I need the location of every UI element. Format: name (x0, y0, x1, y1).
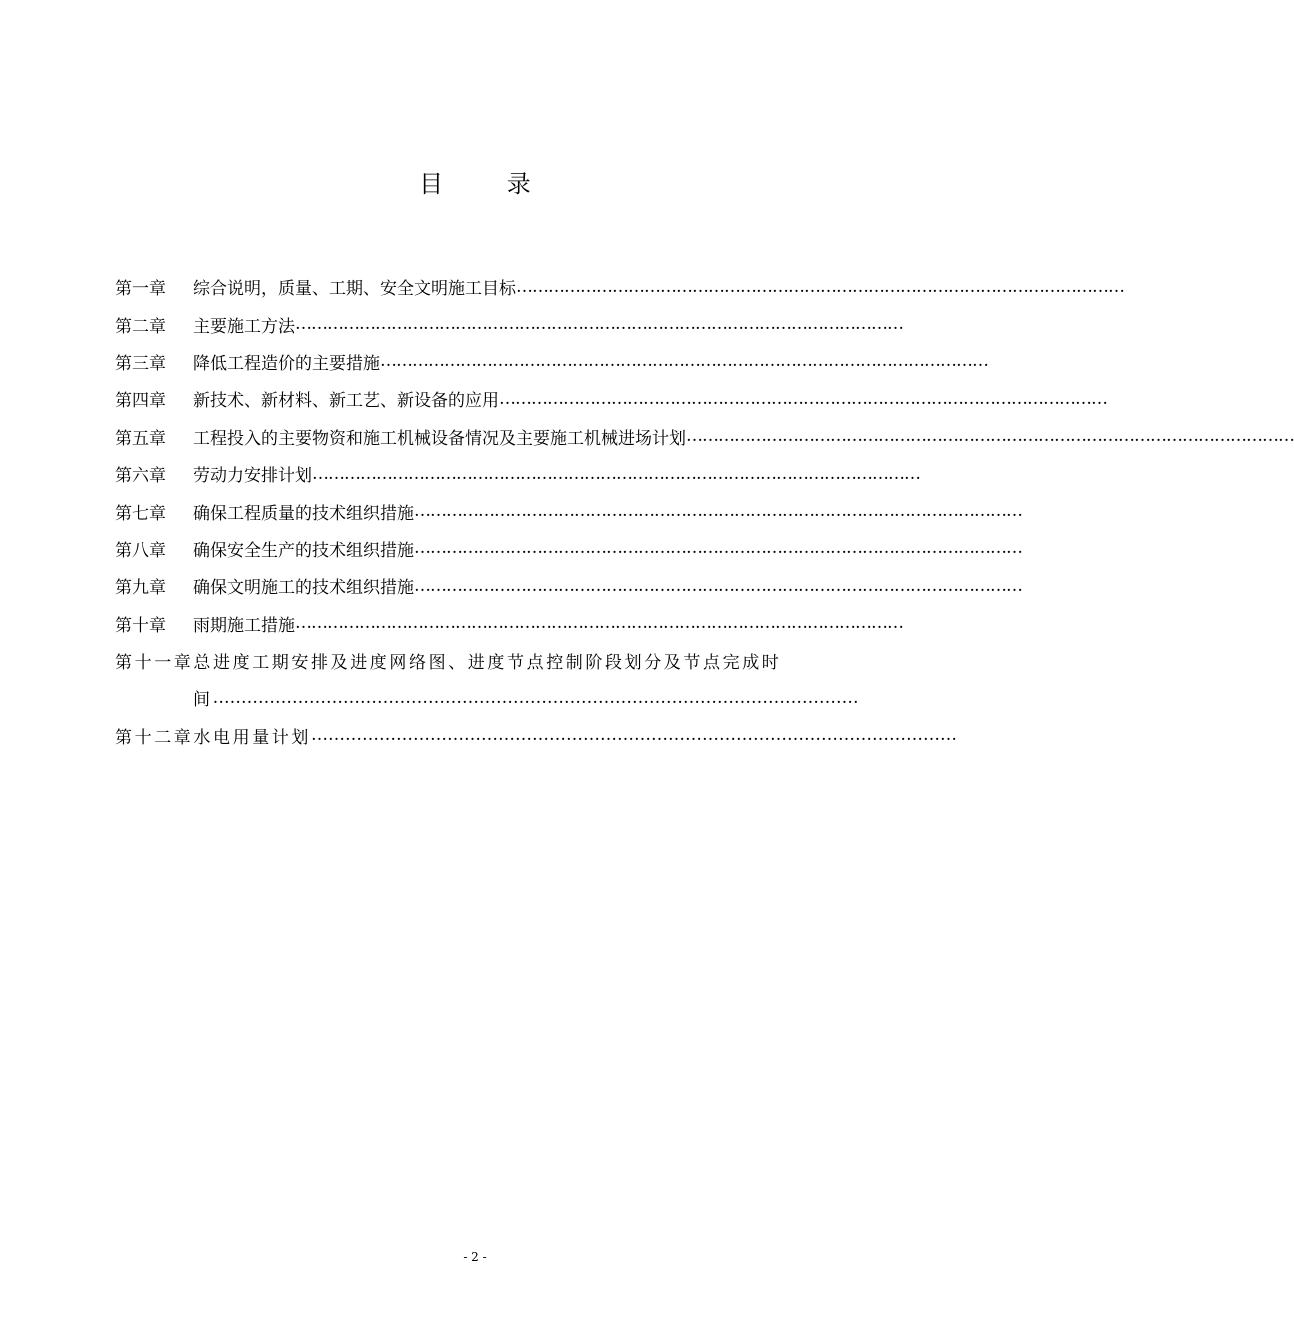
toc-entry-chapter-5[interactable] (115, 418, 1294, 455)
leader-dots: …………………………………………………………………………………………………… (414, 575, 1022, 596)
leader-dots: …………………………………………………………………………………………………… (380, 351, 988, 372)
chapter-title: 雨期施工措施 (193, 615, 295, 636)
toc-entry-chapter-1[interactable] (115, 268, 1124, 305)
toc-entry-chapter-10[interactable] (115, 605, 903, 642)
leader-dots: …………………………………………………………………………………………………… (311, 725, 957, 746)
leader-dots: …………………………………………………………………………………………………… (499, 388, 1107, 409)
toc-entry-chapter-7[interactable] (115, 492, 1022, 529)
chapter-title: 工程投入的主要物资和施工机械设备情况及主要施工机械进场计划 (193, 428, 686, 449)
chapter-number: 第五章 (115, 428, 166, 449)
chapter-title: 新技术、新材料、新工艺、新设备的应用 (193, 391, 499, 412)
chapter-number: 第四章 (115, 391, 166, 412)
leader-dots: …………………………………………………………………………………………………… (686, 426, 1294, 447)
chapter-title: 确保文明施工的技术组织措施 (193, 578, 414, 599)
chapter-title: 确保安全生产的技术组织措施 (193, 540, 414, 561)
leader-dots: …………………………………………………………………………………………………… (414, 501, 1022, 522)
toc-entry-chapter-6[interactable] (115, 455, 920, 492)
leader-dots: …………………………………………………………………………………………………… (312, 463, 920, 484)
toc-entry-chapter-11[interactable] (115, 642, 839, 679)
toc-entry-chapter-4[interactable] (115, 380, 1107, 417)
chapter-title: 综合说明，质量、工期、安全文明施工目标 (193, 279, 516, 300)
chapter-title: 主要施工方法 (193, 316, 295, 337)
chapter-number: 第六章 (115, 466, 166, 487)
chapter-title: 第十二章水电用量计划 (115, 727, 311, 748)
toc-entry-chapter-11-continued[interactable] (115, 679, 859, 716)
chapter-title: 第十一章总进度工期安排及进度网络图、进度节点控制阶段划分及节点完成时 (115, 653, 782, 674)
chapter-number: 第一章 (115, 279, 166, 300)
leader-dots: …………………………………………………………………………………………………… (414, 538, 1022, 559)
leader-dots: …………………………………………………………………………………………………… (212, 687, 859, 708)
toc-entry-chapter-12[interactable] (115, 717, 957, 754)
chapter-title: 降低工程造价的主要措施 (193, 353, 380, 374)
chapter-number: 第三章 (115, 353, 166, 374)
chapter-number: 第十章 (115, 615, 166, 636)
toc-entry-chapter-3[interactable] (115, 343, 988, 380)
chapter-title: 确保工程质量的技术组织措施 (193, 503, 414, 524)
toc-entry-chapter-2[interactable] (115, 305, 903, 342)
toc-entry-chapter-8[interactable] (115, 530, 1022, 567)
chapter-title-continued: 间 (193, 690, 213, 711)
leader-dots: …………………………………………………………………………………………………… (516, 276, 1124, 297)
chapter-number: 第八章 (115, 540, 166, 561)
chapter-number: 第九章 (115, 578, 166, 599)
chapter-title: 劳动力安排计划 (193, 466, 312, 487)
page-number: - 2 - (463, 1250, 487, 1264)
leader-dots: …………………………………………………………………………………………………… (295, 613, 903, 634)
table-of-contents (115, 268, 1294, 754)
chapter-number: 第七章 (115, 503, 166, 524)
page-title: 目 录 (419, 170, 559, 198)
toc-entry-chapter-9[interactable] (115, 567, 1022, 604)
chapter-number: 第二章 (115, 316, 166, 337)
leader-dots: …………………………………………………………………………………………………… (295, 314, 903, 335)
